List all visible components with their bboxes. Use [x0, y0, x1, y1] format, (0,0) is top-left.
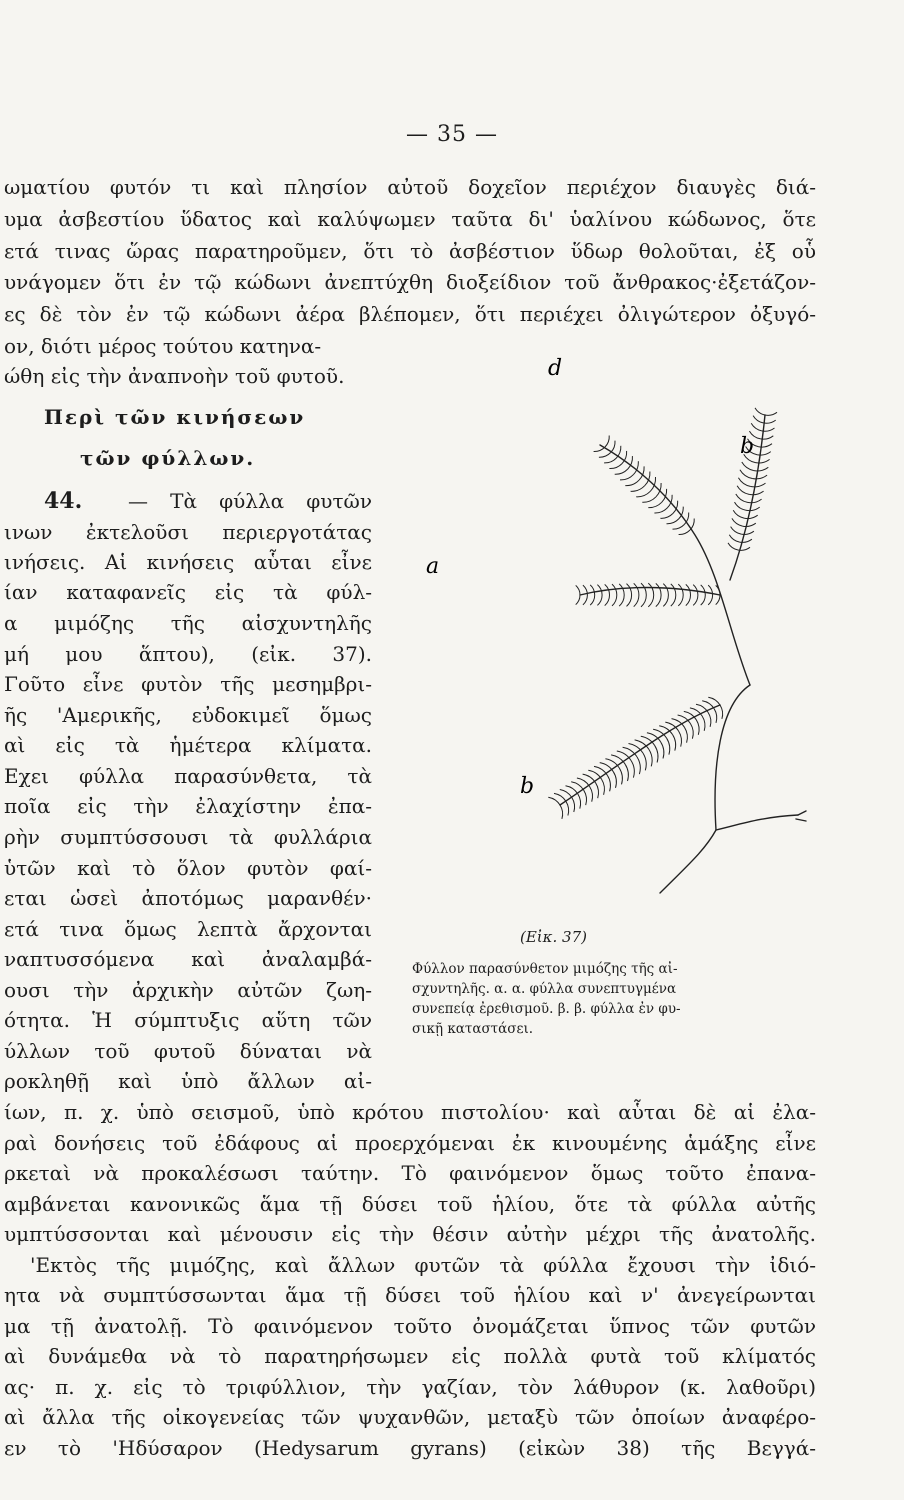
- leaflet: [678, 595, 683, 606]
- leaflet: [757, 452, 771, 455]
- leaflet: [619, 768, 622, 784]
- leaflet: [655, 746, 658, 763]
- leaflet: [759, 444, 772, 447]
- fig-label-a: a: [426, 554, 440, 579]
- leaflet: [656, 583, 661, 595]
- text-line: υνάγομεν ὅτι ἐν τῷ κώδωνι ἀνεπτύχθη διοξείδιον τοῦ ἄνθρακος·ἐξετάζον-: [4, 270, 816, 294]
- leaflet: [740, 539, 752, 542]
- leaflet: [648, 502, 661, 507]
- leaflet: [634, 595, 639, 607]
- leaflet: [736, 494, 748, 502]
- leaflet: [701, 595, 706, 605]
- figure-caption-line: Φύλλον παρασύνθετον μιμόζης τῆς αἰ-: [412, 961, 678, 977]
- text-line: — Τὰ φύλλα φυτῶν: [128, 489, 372, 513]
- text-line: αὶ ἄλλα τῆς οἰκογενείας τῶν ψυχανθῶν, μεταξὺ τῶν ὁποίων ἀναφέρο-: [4, 1405, 816, 1429]
- leaflet: [749, 491, 764, 495]
- text-line: ες δὲ τὸν ἐν τῷ κώδωνι ἀέρα βλέπομεν, ὅτι περιέχει ὀλιγώτερον ὀξυγό-: [4, 302, 816, 326]
- leaflet: [751, 483, 766, 487]
- text-line: ὑτῶν καὶ τὸ ὅλον φυτὸν φαί-: [4, 856, 372, 880]
- leaflet: [576, 595, 580, 605]
- text-line: ουσι τὴν ἀρχικὴν αὐτῶν ζωη-: [4, 978, 372, 1002]
- leaflet: [612, 595, 617, 606]
- text-line: ινήσεις. Αἱ κινήσεις αὗται εἶνε: [4, 550, 372, 574]
- section-number: 44.: [44, 488, 83, 514]
- leaflet: [617, 751, 631, 761]
- leaflet: [667, 519, 679, 524]
- leaflet: [702, 716, 705, 731]
- leaflet: [737, 486, 749, 495]
- mimosa-leaf-drawing: [420, 345, 820, 905]
- leaflet: [634, 583, 639, 595]
- leaflet: [732, 518, 743, 526]
- leaflet: [663, 595, 668, 606]
- text-line: ότητα. Ἡ σύμπτυξις αὕτη τῶν: [4, 1008, 372, 1032]
- text-line: ῆς 'Αμερικῆς, εὐδοκιμεῖ ὅμως: [4, 703, 372, 727]
- text-line: υμα ἀσβεστίου ὕδατος καὶ καλύψωμεν ταῦτα δι' ὑαλίνου κώδωνος, ὅτε: [4, 207, 816, 231]
- leaflet: [631, 486, 645, 492]
- text-line: Εχει φύλλα παρασύνθετα, τὰ: [4, 764, 372, 788]
- leaflet: [743, 523, 756, 526]
- leaflet: [752, 475, 767, 479]
- leaflet: [746, 507, 760, 511]
- leaflet: [641, 583, 646, 595]
- text-line: αὶ δυνάμεθα νὰ τὸ παρατηρήσωμεν εἰς πολλὰ φυτὰ τοῦ κλίματός: [4, 1344, 816, 1368]
- leaflet: [629, 744, 644, 754]
- leaflet: [597, 595, 602, 605]
- figure-caption-line: σχυντηλῆς. α. α. φύλλα συνεπτυγμένα: [412, 981, 677, 997]
- leaflet: [754, 467, 768, 471]
- text-line: Γοῦτο εἶνε φυτὸν τῆς μεσημβρι-: [4, 672, 372, 696]
- text-line: ινων ἐκτελοῦσι περιεργοτάτας: [4, 520, 372, 544]
- leaflet: [596, 783, 599, 798]
- leaflet: [693, 595, 698, 605]
- leaflet: [756, 459, 770, 463]
- text-line: ναπτυσσόμενα καὶ ἀναλαμβά-: [4, 947, 372, 971]
- leaflet: [648, 583, 653, 595]
- text-line: ύλλων τοῦ φυτοῦ δύναται νὰ: [4, 1039, 372, 1063]
- text-line: α μιμόζης τῆς αἰσχυντηλῆς: [4, 611, 372, 635]
- leaflet: [620, 475, 633, 480]
- text-line: μα τῇ ἀνατολῇ. Τὸ φαινόμενον τοῦτο ὀνομάζεται ὕπνος τῶν φυτῶν: [4, 1314, 816, 1338]
- leaflet: [720, 705, 723, 719]
- fig-label-b: b: [740, 434, 755, 459]
- leaflet: [741, 531, 754, 534]
- leaflet: [661, 742, 664, 759]
- leaflet: [673, 525, 685, 530]
- leaflet: [740, 470, 752, 479]
- leaflet: [763, 420, 775, 423]
- leaflet: [671, 584, 676, 595]
- fig-label-d: d: [548, 356, 563, 381]
- text-line: 'Εκτὸς τῆς μιμόζης, καὶ ἄλλων φυτῶν τὰ φύλλα ἔχουσι τὴν ἰδιό-: [30, 1253, 816, 1277]
- leaflet: [765, 412, 777, 415]
- leaflet: [708, 595, 712, 605]
- leaflet: [590, 595, 595, 605]
- leaflet: [611, 441, 615, 453]
- fig-label-b-lower: b: [520, 774, 535, 799]
- leaflet: [751, 423, 762, 431]
- leaflet: [671, 595, 676, 606]
- text-line: υμπτύσσονται καὶ μένουσιν εἰς τὴν θέσιν αὐτὴν μέχρι τῆς ἀνατολῆς.: [4, 1222, 816, 1246]
- text-line: εν τὸ 'Ηδύσαρον (Hedysarum gyrans) (εἰκὼν 38) τῆς Βεγγά-: [4, 1436, 816, 1460]
- text-line: ραὶ δονήσεις τοῦ ἐδάφους αἱ προερχόμεναι ἐκ κινουμένης ἁμάξης εἶνε: [4, 1131, 816, 1155]
- text-line: ρκεταὶ νὰ προκαλέσωσι ταύτην. Τὸ φαινόμενον ὅμως τοῦτο ἐπανα-: [4, 1161, 816, 1185]
- mimosa-leaf-figure: [420, 345, 820, 905]
- leaflet: [728, 543, 738, 550]
- leaflet: [625, 480, 639, 485]
- leaflet: [648, 595, 653, 607]
- text-line: ρὴν συμπτύσσουσι τὰ φυλλάρια: [4, 825, 372, 849]
- leaflet: [627, 595, 632, 606]
- leaflet: [641, 595, 646, 607]
- leaflet: [660, 513, 673, 518]
- leaflet: [744, 515, 757, 518]
- leaflet: [735, 502, 746, 510]
- leaflet: [619, 595, 624, 606]
- leaflet: [584, 790, 587, 805]
- leaflet: [748, 499, 762, 503]
- leaflet: [590, 585, 595, 595]
- leaflet: [738, 478, 750, 487]
- section-heading: τῶν φύλλων.: [80, 446, 256, 470]
- leaflet: [590, 787, 593, 802]
- leaflet: [560, 805, 563, 819]
- leaflet: [599, 453, 611, 458]
- text-line: ίαν καταφανεῖς εἰς τὰ φύλ-: [4, 580, 372, 604]
- text-line: ροκληθῇ καὶ ὑπὸ ἄλλων αἰ-: [4, 1069, 372, 1093]
- text-line: ώθη εἰς τὴν ἀναπνοὴν τοῦ φυτοῦ.: [4, 364, 345, 388]
- leaflet: [673, 735, 676, 751]
- leaflet: [753, 416, 763, 423]
- leaflet: [742, 462, 754, 471]
- leaflet: [679, 731, 682, 747]
- leaflet: [625, 764, 628, 781]
- leaflet: [611, 755, 625, 764]
- leaflet: [637, 757, 640, 774]
- text-line: ας· π. χ. εἰς τὸ τριφύλλιον, τὴν γαζίαν, τὸν λάθυρον (κ. λαθοῦρι): [4, 1375, 816, 1399]
- leaflet: [605, 436, 609, 448]
- leaflet: [696, 720, 699, 735]
- leaflet: [583, 595, 588, 605]
- section-heading: Περὶ τῶν κινήσεων: [44, 405, 306, 429]
- leaflet: [684, 727, 687, 743]
- leaflet: [566, 801, 569, 815]
- leaflet: [597, 585, 602, 595]
- leaflet: [654, 508, 667, 513]
- leaflet: [643, 753, 646, 770]
- leaflet: [636, 491, 650, 497]
- leaflet: [729, 535, 739, 542]
- leaflet: [667, 738, 670, 754]
- leaflet: [548, 797, 560, 805]
- text-line: αὶ εἰς τὰ ἡμέτερα κλίματα.: [4, 733, 372, 757]
- figure-caption-line: συνεπείᾳ ἐρεθισμοῦ. β. β. φύλλα ἐν φυ-: [412, 1001, 681, 1017]
- leaflet: [701, 585, 706, 595]
- text-line: ητα νὰ συμπτύσσωνται ἅμα τῇ δύσει τοῦ ἡλίου καὶ ν' ἀνεγείρωνται: [4, 1283, 816, 1307]
- leaflet: [572, 798, 575, 812]
- text-line: ον, διότι μέρος τούτου κατηνα-: [4, 334, 322, 358]
- leaflet: [755, 408, 765, 415]
- leaflet: [663, 584, 668, 595]
- leaflet: [716, 595, 720, 605]
- text-line: μή μου ἅπτου), (εἰκ. 37).: [4, 642, 372, 666]
- leaflet: [708, 712, 711, 726]
- leaflet: [649, 749, 652, 766]
- text-line: αμβάνεται κανονικῶς ἅμα τῇ δύσει τοῦ ἡλίου, ὅτε τὰ φύλλα αὐτῆς: [4, 1192, 816, 1216]
- leaflet: [623, 747, 637, 757]
- leaflet: [635, 740, 649, 750]
- leaflet: [686, 595, 691, 606]
- figure-caption-line: σικῇ καταστάσει.: [412, 1021, 534, 1037]
- leaflet: [609, 464, 622, 469]
- text-line: ίων, π. χ. ὑπὸ σεισμοῦ, ὑπὸ κρότου πιστολίου· καὶ αὗται δὲ αἱ ἐλα-: [4, 1100, 816, 1124]
- leaflet: [631, 761, 634, 778]
- leaflet: [613, 772, 616, 788]
- leaflet: [690, 724, 693, 739]
- text-line: ωματίου φυτόν τι καὶ πλησίον αὐτοῦ δοχεῖον περιέχον διαυγὲς διά-: [4, 175, 816, 199]
- text-line: ποῖα εἰς τὴν ἐλαχίστην ἐπα-: [4, 794, 372, 818]
- leaflet: [605, 595, 610, 606]
- leaflet: [604, 458, 616, 463]
- leaflet: [731, 527, 742, 535]
- text-line: εται ὡσεὶ ἀποτόμως μαρανθέν·: [4, 886, 372, 910]
- leaflet: [615, 469, 628, 474]
- leaflet: [679, 530, 690, 535]
- text-line: ετά τινα ὅμως λεπτὰ ἄρχονται: [4, 917, 372, 941]
- figure-reference: (Εἰκ. 37): [520, 928, 587, 946]
- leaflet: [656, 595, 661, 607]
- leaflet: [578, 794, 581, 809]
- leaflet: [602, 779, 605, 795]
- leaflet: [605, 759, 619, 768]
- leaflet: [576, 585, 580, 595]
- leaflet: [733, 510, 744, 518]
- leaflet: [627, 584, 632, 595]
- leaflet: [607, 775, 610, 791]
- leaflet: [642, 497, 656, 502]
- leaflet: [714, 709, 717, 723]
- page-number: — 35 —: [406, 122, 498, 147]
- leaflet: [693, 585, 698, 595]
- leaflet: [619, 584, 624, 595]
- text-line: ετά τινας ὥρας παρατηροῦμεν, ὅτι τὸ ἀσβέστιον ὕδωρ θολοῦται, ἐξ οὗ: [4, 239, 816, 263]
